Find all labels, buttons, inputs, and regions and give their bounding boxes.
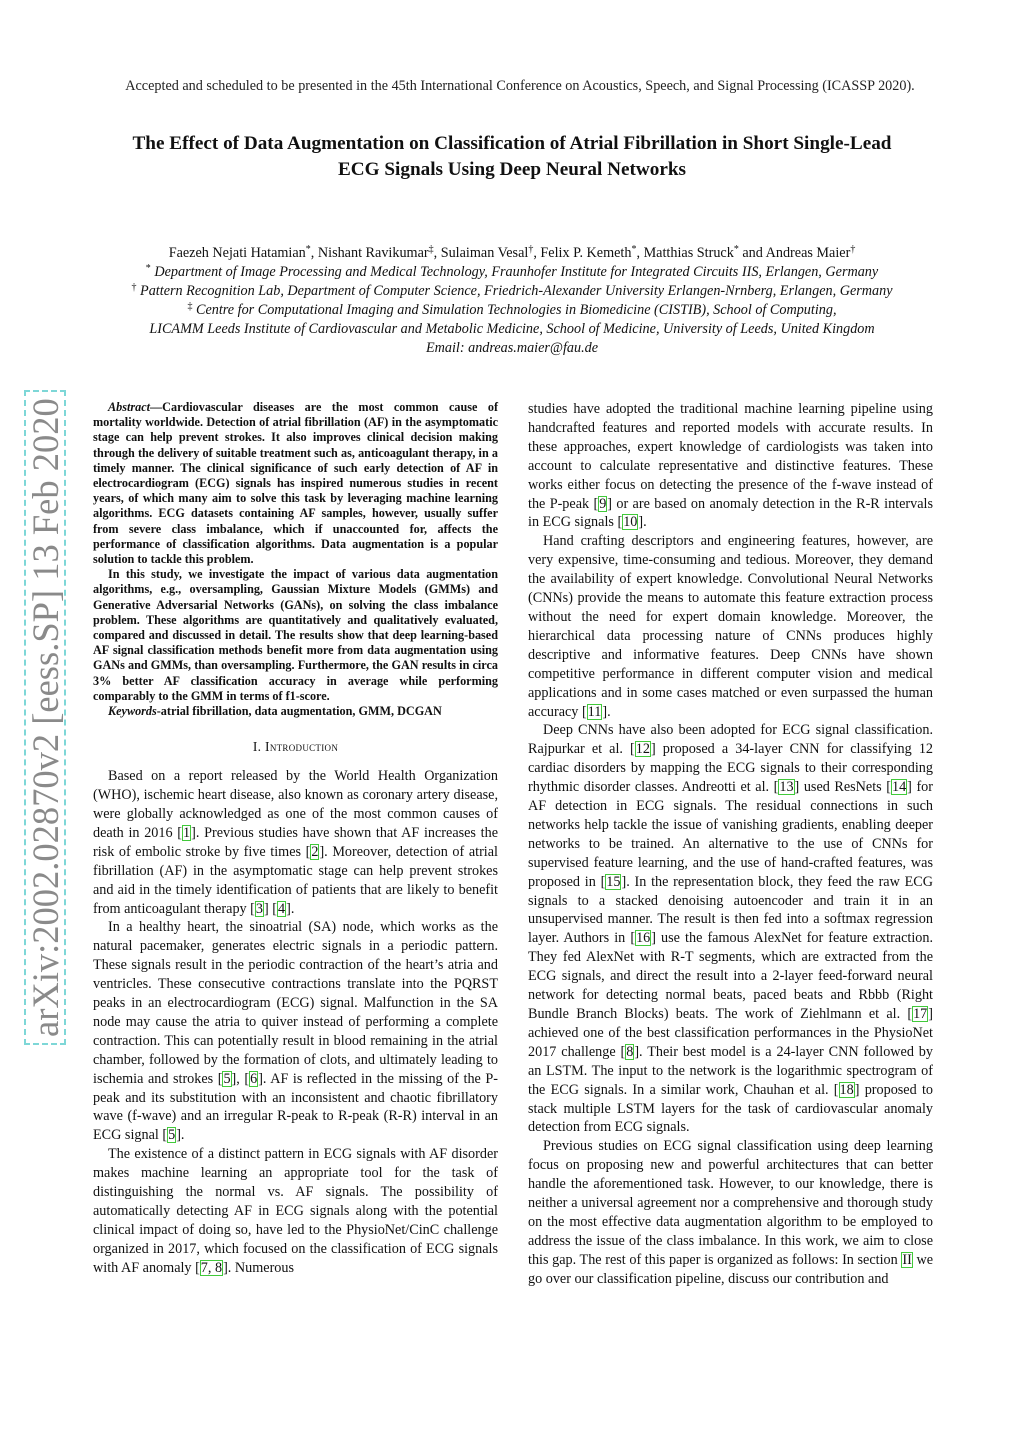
affiliation-4: LICAMM Leeds Institute of Cardiovascular and Metabolic Medicine, School of Medicine, University of Leeds, United Kingdom <box>149 321 875 337</box>
abstract-label: Abstract <box>108 400 150 414</box>
author-name: Nishant Ravikumar <box>317 245 429 261</box>
affiliation-mark: * <box>631 244 637 255</box>
affiliation-1 <box>60 263 964 282</box>
arxiv-identifier[interactable]: arXiv:2002.02870v2 [eess.SP] 13 Feb 2020 <box>24 390 66 1045</box>
citation-link[interactable]: 15 <box>606 873 621 890</box>
right-paragraph-4: Previous studies on ECG signal classification using deep learning focus on proposing new and powerful architectures that can better handle the aforementioned task. However, to our knowledge, there is neither a universal agreement nor a comprehensive and thorough study on the most effective data augmentation algorithm to be employed to address the issue of the class imbalance. In this work, we aim to close this gap. The rest of this paper is organized as follows: In section II we go over our classification pipeline, discuss our contribution and <box>528 1138 934 1287</box>
citation-link[interactable]: 4 <box>278 900 286 917</box>
separator: and <box>738 245 766 261</box>
author-name: Matthias Struck <box>643 245 734 261</box>
author-name: Faezeh Nejati Hatamian <box>168 245 306 261</box>
affiliation-3 <box>60 301 964 320</box>
section-heading-introduction <box>93 738 498 757</box>
citation-link[interactable]: 7, 8 <box>200 1259 223 1276</box>
affiliation-mark: † <box>131 282 137 293</box>
author-email: Email: andreas.maier@fau.de <box>425 340 599 356</box>
citation-link[interactable]: 16 <box>636 930 651 947</box>
abstract-text: —Cardiovascular diseases are the most common cause of mortality worldwide. Detection of atrial fibrillation (AF) in the asymptomatic stage can help prevent strokes. It also improves clinical decision making through the delivery of suitable treatment such as, anticoagulant therapy, in a timely manner. The clinical significance of such early detection of AF in electrocardiogram (ECG) signals has inspired numerous studies in recent years, of which many aim to solve this task by leveraging machine learning algorithms. ECG datasets containing AF samples, however, usually suffer from severe class imbalance, which if unaccounted for, affects the performance of classification algorithms. Data augmentation is a popular solution to tackle this problem. <box>93 400 498 567</box>
intro-paragraph-1: Based on a report released by the World Health Organization (WHO), ischemic heart disease, also known as coronary artery disease, were globally acknowledged as one of the most common causes of death in 2016 [1]. Previous studies have shown that AF increases the risk of embolic stroke by five times [2]. Moreover, detection of atrial fibrillation (AF) in the asymptomatic stage can help prevent strokes and aid in the timely identification of patients that are likely to benefit from anticoagulant therapy [3] [4]. <box>93 768 499 917</box>
keywords <box>93 704 498 719</box>
citation-link[interactable]: 14 <box>891 779 907 796</box>
title-line-2: ECG Signals Using Deep Neural Networks <box>337 159 687 180</box>
title-line-1: The Effect of Data Augmentation on Classification of Atrial Fibrillation in Short Single-Lead <box>132 133 892 154</box>
intro-paragraph-3: The existence of a distinct pattern in ECG signals with AF disorder makes machine learning an appropriate tool for the task of distinguishing the normal vs. AF signals. The possibility of automatically detecting AF in ECG signals along with the potential clinical impact of doing so, have led to the PhysioNet/CinC challenge organized in 2017, which focused on the classification of ECG signals with AF anomaly [7, 8]. Numerous <box>93 1146 498 1276</box>
affiliation-mark: * <box>145 263 151 274</box>
right-paragraph-1: studies have adopted the traditional machine learning pipeline using handcrafted features and reported models with accurate results. In these approaches, expert knowledge of cardiologists was taken into account to calculate representative and distinctive features. These works either focus on detecting the presence of the f-wave instead of the P-peak [9] or are based on anomaly detection in the R-R intervals in ECG signals [10]. <box>528 401 933 531</box>
section-link[interactable]: II <box>902 1251 912 1268</box>
intro-paragraph-2: In a healthy heart, the sinoatrial (SA) node, which works as the natural pacemaker, generates electric signals in a periodic pattern. These signals result in the periodic contraction of the heart’s atria and ventricles. These consecutive contractions translate into the PQRST peaks in an electrocardiogram (ECG) signal. Malfunction in the SA node may cause the atria to quiver instead of performing a complete contraction. This can potentially result in blood remaining in the atrial chamber, followed by the formation of clots, and ultimately leading to ischemia and strokes [5], [6]. AF is reflected in the missing of the P-peak and its substitution with an inconsistent and chaotic fibrillatory wave (f-wave) and an irregular R-peak to R-peak (R-R) interval in an ECG signal [5]. <box>93 919 499 1144</box>
citation-link[interactable]: 3 <box>255 900 264 917</box>
author-name: Sulaiman Vesal <box>440 245 529 261</box>
affiliation-mark: * <box>305 244 311 255</box>
citation-link[interactable]: 10 <box>623 514 638 531</box>
citation-link[interactable]: 8 <box>626 1043 634 1060</box>
abstract-paragraph-1 <box>93 400 498 567</box>
affiliation-mark: † <box>850 244 856 255</box>
right-column <box>528 400 933 1289</box>
separator: , <box>533 245 541 261</box>
separator: , <box>433 245 441 261</box>
conference-notice: Accepted and scheduled to be presented in the 45th International Conference on Acoustics, Speech, and Signal Processing (ICASSP 2020). <box>125 78 915 94</box>
citation-link[interactable]: 11 <box>587 703 602 720</box>
keywords-label: Keywords <box>108 704 157 719</box>
citation-link[interactable]: 5 <box>168 1127 176 1144</box>
left-column <box>93 400 498 1278</box>
separator: , <box>636 245 644 261</box>
author-name: Andreas Maier <box>765 245 851 261</box>
citation-link[interactable]: 1 <box>183 824 191 841</box>
author-names <box>60 244 964 263</box>
citation-link[interactable]: 13 <box>779 779 794 796</box>
affiliation-mark: ‡ <box>428 244 434 255</box>
citation-link[interactable]: 12 <box>635 741 650 758</box>
affiliation-mark: * <box>733 244 739 255</box>
citation-link[interactable]: 18 <box>839 1081 854 1098</box>
affiliation-mark: † <box>528 244 534 255</box>
keywords-text: -atrial fibrillation, data augmentation, GMM, DCGAN <box>156 704 442 719</box>
author-block <box>60 244 964 358</box>
citation-link[interactable]: 5 <box>223 1070 231 1087</box>
section-title: Introduction <box>265 739 339 755</box>
right-paragraph-2: Hand crafting descriptors and engineering features, however, are very expensive, time-consuming and tedious. Moreover, they demand the availability of expert knowledge. Convolutional Neural Networks (CNNs) provide the means to automate this feature extraction process without the need for expert domain knowledge. Moreover, the hierarchical data processing nature of CNNs produces highly descriptive and informative features. Deep CNNs have shown competitive performance in different computer vision and medical applications and in some cases matched or even surpassed the human accuracy [11]. <box>528 533 933 720</box>
affiliation-text: Pattern Recognition Lab, Department of Computer Science, Friedrich-Alexander University Erlangen-Nrnberg, Erlangen, Germany <box>140 283 893 299</box>
affiliation-mark: ‡ <box>187 301 193 312</box>
paper-title <box>60 131 964 183</box>
abstract-paragraph-2: In this study, we investigate the impact of various data augmentation algorithms, e.g., oversampling, Gaussian Mixture Models (GMMs) and Generative Adversarial Networks (GANs), on solving the class imbalance problem. These algorithms are quantitatively and qualitatively evaluated, compared and discussed in detail. The results show that deep learning-based AF signal classification methods benefit more from data augmentation using GANs and GMMs, than oversampling. Furthermore, the GAN results in circa 3% better AF classification accuracy in average while performing comparably to the GMM in terms of f1-score. <box>93 567 498 703</box>
author-name: Felix P. Kemeth <box>540 245 632 261</box>
right-paragraph-3: Deep CNNs have also been adopted for ECG signal classification. Rajpurkar et al. [12] proposed a 34-layer CNN for classifying 12 cardiac disorders by mapping the ECG signals to their corresponding rhythmic disorder classes. Andreotti et al. [13] used ResNets [14] for AF detection in ECG signals. The residual connections in such networks help tackle the issue of vanishing gradients, enabling deeper networks to be trained. An alternative to the use of CNNs for supervised feature learning, and the use of hand-crafted features, was proposed in [15]. In the representation block, they feed the raw ECG signals to a stacked denoising autoencoder and train it in an unsupervised manner. The result is then fed into a softmax regression layer. Authors in [16] use the famous AlexNet for feature extraction. They fed AlexNet with R-T segments, which are extracted from the ECG signals, and direct the result into a 2-layer feed-forward neural network for detecting normal beats, paced beats and Rbbb (Right Bundle Branch Blocks) beats. The work of Ziehlmann et al. [17] achieved one of the best classification performances in the PhysioNet 2017 challenge [8]. Their best model is a 24-layer CNN followed by an LSTM. The input to the network is the logarithmic spectrogram of the ECG signals. In a similar work, Chauhan et al. [18] proposed to stack multiple LSTM layers for the task of cardiovascular anomaly detection from ECG signals. <box>528 722 934 1136</box>
abstract <box>93 400 498 704</box>
citation-link[interactable]: 9 <box>599 495 607 512</box>
affiliation-text: Department of Image Processing and Medical Technology, Fraunhofer Institute for Integrated Circuits IIS, Erlangen, Germany <box>154 264 879 280</box>
separator: , <box>310 245 318 261</box>
section-number: I. <box>252 739 266 755</box>
affiliation-2 <box>60 282 964 301</box>
affiliation-text: Centre for Computational Imaging and Simulation Technologies in Biomedicine (CISTIB), School of Computing, <box>196 302 837 318</box>
citation-link[interactable]: 6 <box>250 1070 258 1087</box>
citation-link[interactable]: 17 <box>913 1006 928 1022</box>
citation-link[interactable]: 2 <box>311 843 319 860</box>
